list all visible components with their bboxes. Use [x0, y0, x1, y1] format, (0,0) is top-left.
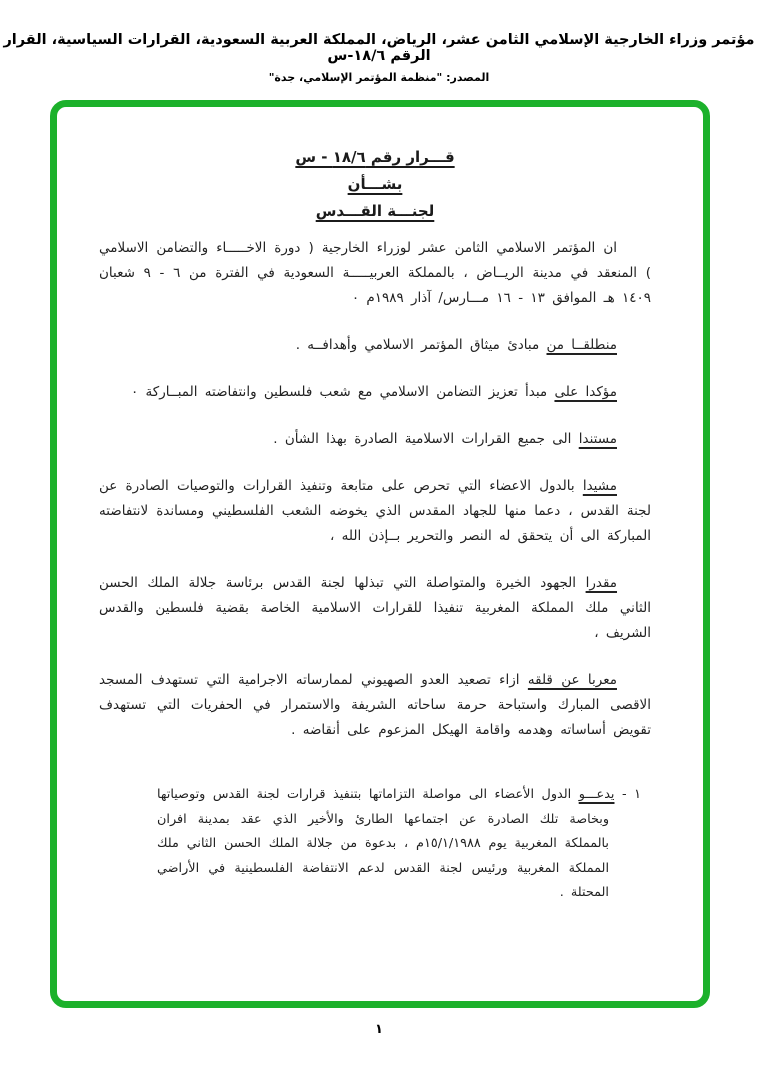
clause-affirming: [99, 380, 651, 405]
clause-commending: [99, 474, 651, 549]
operative-item-1: [157, 783, 641, 906]
resolution-regarding-line: بشـــأن: [347, 175, 403, 193]
caption-title: مؤتمر وزراء الخارجية الإسلامي الثامن عشر، الرياض، المملكة العربية السعودية، القرارات السياسية، القرار الرقم ١٨/٦-س: [3, 32, 755, 64]
clause-lead: مشيدا: [582, 478, 617, 494]
clause-text: مبادئ ميثاق المؤتمر الاسلامي وأهدافــه .: [295, 337, 540, 353]
clause-text: بالدول الاعضاء التي تحرص على متابعة وتنفيذ القرارات والتوصيات الصادرة عن لجنة القدس ، دعما منها للجهاد المقدس الذي يخوضه الشعب الفلسطيني ومساندة لانتفاضته المباركة الى أن يتحقق له النصر والتحرير بــإذن الله ،: [99, 478, 651, 544]
resolution-subject-line: لجنـــة القـــدس: [315, 202, 435, 220]
clause-lead: معربا عن قلقه: [527, 672, 617, 688]
opening-paragraph: [99, 236, 651, 311]
clause-lead: مستندا: [578, 431, 617, 447]
clause-text: ازاء تصعيد العدو الصهيوني لممارساته الاجرامية التي تستهدف المسجد الاقصى المبارك واستباحة حرمة ساحاته الشريفة والاستمرار في الحفريات التي تستهدف تقويض أساساته وهدمه واقامة الهيكل المزعوم على أنقاضه .: [99, 672, 651, 738]
item-lead: يدعـــو: [578, 787, 615, 802]
resolution-number-line: قـــرار رقم ١٨/٦ - س: [295, 148, 455, 166]
clause-lead: مقدرا: [585, 575, 618, 591]
caption-header: [0, 32, 758, 84]
clause-proceeding-from: [99, 333, 651, 358]
item-text: الدول الأعضاء الى مواصلة التزاماتها بتنفيذ قرارات لجنة القدس وتوصياتها وبخاصة تلك الصادرة عن اجتماعها الطارئ والأخير الذي عقد بمدينة افران بالمملكة المغربية يوم ١٥/١/١٩٨٨م ، بدعوة من جلالة الملك الحسن الثاني ملك المملكة المغربية ورئيس لجنة القدس لدعم الانتفاضة الفلسطينية في الأراضي المحتلة .: [157, 787, 609, 900]
clause-lead: منطلقــا من: [546, 337, 617, 353]
clause-based-on: [99, 427, 651, 452]
scan-content: [57, 107, 703, 906]
resolution-title: [99, 147, 651, 222]
clause-text: الجهود الخيرة والمتواصلة التي تبذلها لجنة القدس برئاسة جلالة الملك الحسن الثاني ملك المملكة المغربية تنفيذا للقرارات الاسلامية الخاصة بقضية فلسطين والقدس الشريف ،: [99, 575, 651, 641]
clause-expressing-concern: [99, 668, 651, 743]
scan-frame: [50, 100, 710, 1008]
clause-appreciating: [99, 571, 651, 646]
caption-source: المصدر: "منظمة المؤتمر الإسلامي، جدة": [268, 71, 490, 84]
page-number: ١: [375, 1022, 383, 1037]
clause-text: مبدأ تعزيز التضامن الاسلامي مع شعب فلسطين وانتفاضته المبــاركة ٠: [130, 384, 548, 400]
clause-lead: مؤكدا على: [554, 384, 617, 400]
paragraph-text: ان المؤتمر الاسلامي الثامن عشر لوزراء الخارجية ( دورة الاخـــــاء والتضامن الاسلامي ) المنعقد في مدينة الريــاض ، بالمملكة العربيـــــة السعودية في الفترة من ٦ - ٩ شعبان ١٤٠٩ هـ الموافق ١٣ - ١٦ مـــارس/ آذار ١٩٨٩م ٠: [99, 240, 651, 306]
clause-text: الى جميع القرارات الاسلامية الصادرة بهذا الشأن .: [273, 431, 572, 447]
item-number: ١ -: [622, 787, 641, 802]
